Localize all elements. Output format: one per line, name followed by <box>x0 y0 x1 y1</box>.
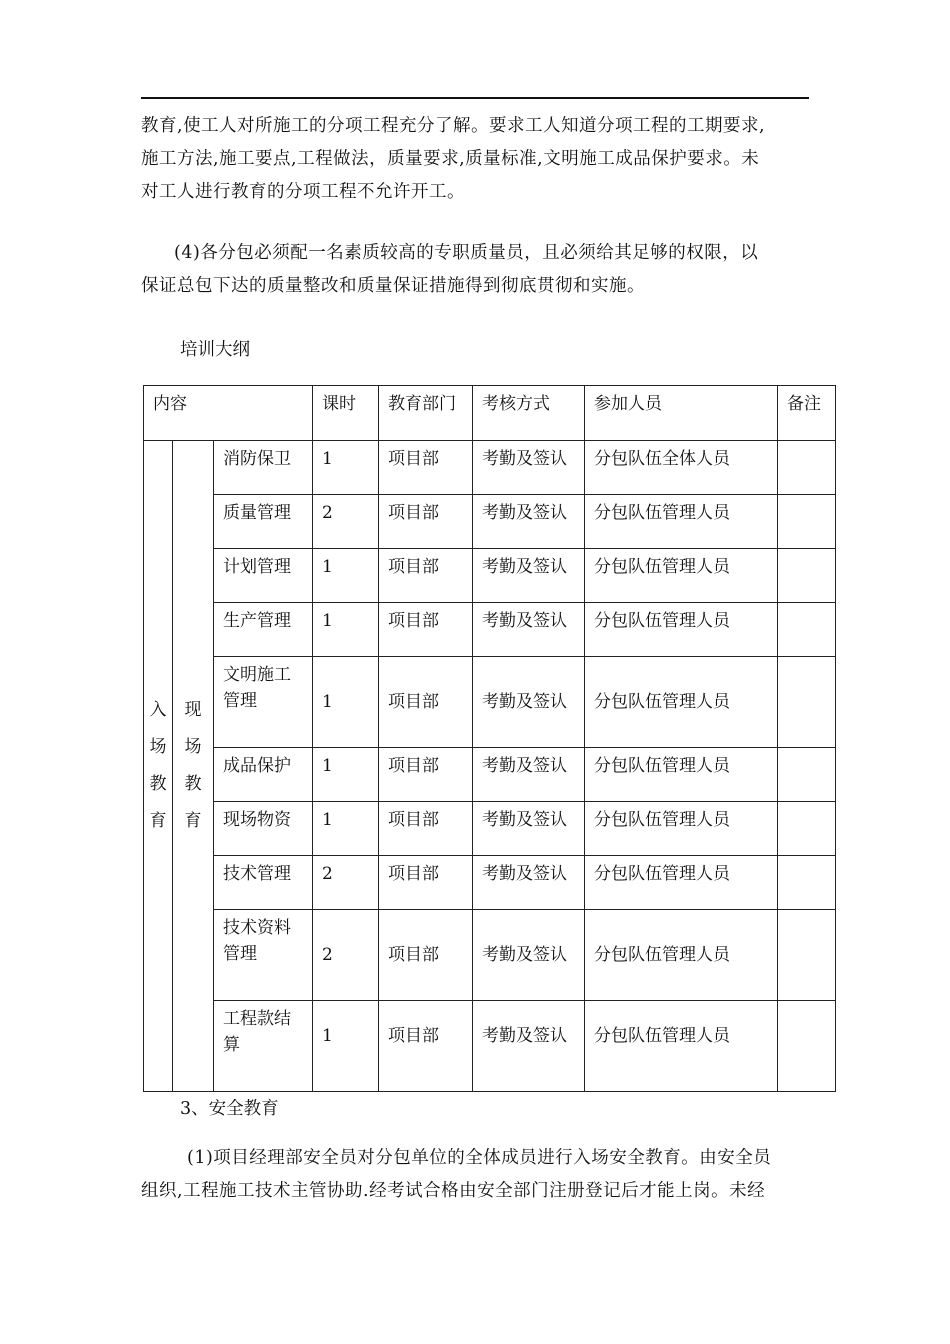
table-caption: 培训大纲 <box>180 340 250 360</box>
text-line: 组织,工程施工技术主管协助.经考试合格由安全部门注册登记后才能上岗。未经 <box>141 1181 766 1201</box>
cell-dept: 项目部 <box>379 549 473 603</box>
training-outline-table <box>143 385 836 1092</box>
table-row <box>144 802 836 856</box>
cell-participants: 分包队伍管理人员 <box>585 802 778 856</box>
paragraph-4 <box>141 237 821 303</box>
cell-participants: 分包队伍管理人员 <box>585 910 778 1001</box>
group-char: 育 <box>149 811 167 831</box>
cell-method: 考勤及签认 <box>473 441 585 495</box>
text-line: 施工方法,施工要点,工程做法，质量要求,质量标准,文明施工成品保护要求。未 <box>141 149 760 169</box>
group-char: 育 <box>184 811 202 831</box>
cell-dept: 项目部 <box>379 802 473 856</box>
cell-remark <box>778 1001 836 1092</box>
cell-hours: 1 <box>313 748 379 802</box>
cell-method: 考勤及签认 <box>473 856 585 910</box>
cell-method: 考勤及签认 <box>473 603 585 657</box>
cell-participants: 分包队伍管理人员 <box>585 748 778 802</box>
text-line: 对工人进行教育的分项工程不允许开工。 <box>141 182 465 202</box>
cell-hours: 1 <box>313 603 379 657</box>
cell-remark <box>778 910 836 1001</box>
table-row <box>144 748 836 802</box>
table-row <box>144 1001 836 1092</box>
cell-topic: 文明施工管理 <box>214 657 313 748</box>
group-char: 场 <box>184 737 202 757</box>
cell-dept: 项目部 <box>379 441 473 495</box>
cell-remark <box>778 603 836 657</box>
section-heading: 3、安全教育 <box>180 1099 279 1119</box>
cell-topic: 技术资料管理 <box>214 910 313 1001</box>
cell-dept: 项目部 <box>379 495 473 549</box>
header-content: 内容 <box>144 386 313 441</box>
cell-remark <box>778 748 836 802</box>
cell-topic: 生产管理 <box>214 603 313 657</box>
cell-dept: 项目部 <box>379 657 473 748</box>
text-line: 教育,使工人对所施工的分项工程充分了解。要求工人知道分项工程的工期要求, <box>141 116 766 136</box>
cell-topic: 计划管理 <box>214 549 313 603</box>
cell-participants: 分包队伍管理人员 <box>585 1001 778 1092</box>
cell-hours: 2 <box>313 495 379 549</box>
text-line: (1)项目经理部安全员对分包单位的全体成员进行入场安全教育。由安全员 <box>187 1148 772 1168</box>
cell-hours: 1 <box>313 802 379 856</box>
cell-method: 考勤及签认 <box>473 657 585 748</box>
cell-remark <box>778 495 836 549</box>
table-row <box>144 910 836 1001</box>
header-participants: 参加人员 <box>585 386 778 441</box>
cell-topic: 成品保护 <box>214 748 313 802</box>
cell-topic: 技术管理 <box>214 856 313 910</box>
header-method: 考核方式 <box>473 386 585 441</box>
table-row <box>144 603 836 657</box>
cell-dept: 项目部 <box>379 1001 473 1092</box>
group-char: 现 <box>184 700 202 720</box>
cell-dept: 项目部 <box>379 910 473 1001</box>
cell-method: 考勤及签认 <box>473 748 585 802</box>
cell-dept: 项目部 <box>379 603 473 657</box>
cell-remark <box>778 441 836 495</box>
header-hours: 课时 <box>313 386 379 441</box>
group-char: 教 <box>149 774 167 794</box>
group-entry-education <box>144 441 173 1092</box>
cell-topic: 质量管理 <box>214 495 313 549</box>
cell-participants: 分包队伍全体人员 <box>585 441 778 495</box>
cell-hours: 1 <box>313 549 379 603</box>
cell-remark <box>778 856 836 910</box>
table-row <box>144 856 836 910</box>
table-header-row <box>144 386 836 441</box>
intro-paragraph <box>141 110 821 209</box>
table-row <box>144 441 836 495</box>
cell-method: 考勤及签认 <box>473 802 585 856</box>
header-remark: 备注 <box>778 386 836 441</box>
cell-remark <box>778 549 836 603</box>
group-char: 教 <box>184 774 202 794</box>
cell-remark <box>778 802 836 856</box>
group-char: 场 <box>149 737 167 757</box>
cell-method: 考勤及签认 <box>473 495 585 549</box>
cell-participants: 分包队伍管理人员 <box>585 495 778 549</box>
cell-hours: 2 <box>313 910 379 1001</box>
table-row <box>144 495 836 549</box>
cell-dept: 项目部 <box>379 748 473 802</box>
cell-hours: 1 <box>313 657 379 748</box>
cell-hours: 1 <box>313 1001 379 1092</box>
header-dept: 教育部门 <box>379 386 473 441</box>
cell-topic: 工程款结算 <box>214 1001 313 1092</box>
cell-method: 考勤及签认 <box>473 1001 585 1092</box>
cell-topic: 消防保卫 <box>214 441 313 495</box>
safety-paragraph-1 <box>141 1142 821 1208</box>
header-rule <box>141 97 809 99</box>
cell-participants: 分包队伍管理人员 <box>585 657 778 748</box>
cell-remark <box>778 657 836 748</box>
cell-dept: 项目部 <box>379 856 473 910</box>
cell-hours: 2 <box>313 856 379 910</box>
cell-topic: 现场物资 <box>214 802 313 856</box>
cell-participants: 分包队伍管理人员 <box>585 603 778 657</box>
text-line: (4)各分包必须配一名素质较高的专职质量员，且必须给其足够的权限，以 <box>174 243 759 263</box>
cell-participants: 分包队伍管理人员 <box>585 856 778 910</box>
table-row <box>144 549 836 603</box>
text-line: 保证总包下达的质量整改和质量保证措施得到彻底贯彻和实施。 <box>141 276 645 296</box>
group-char: 入 <box>149 700 167 720</box>
cell-method: 考勤及签认 <box>473 549 585 603</box>
cell-method: 考勤及签认 <box>473 910 585 1001</box>
table-row <box>144 657 836 748</box>
cell-hours: 1 <box>313 441 379 495</box>
group-site-education <box>173 441 214 1092</box>
cell-participants: 分包队伍管理人员 <box>585 549 778 603</box>
